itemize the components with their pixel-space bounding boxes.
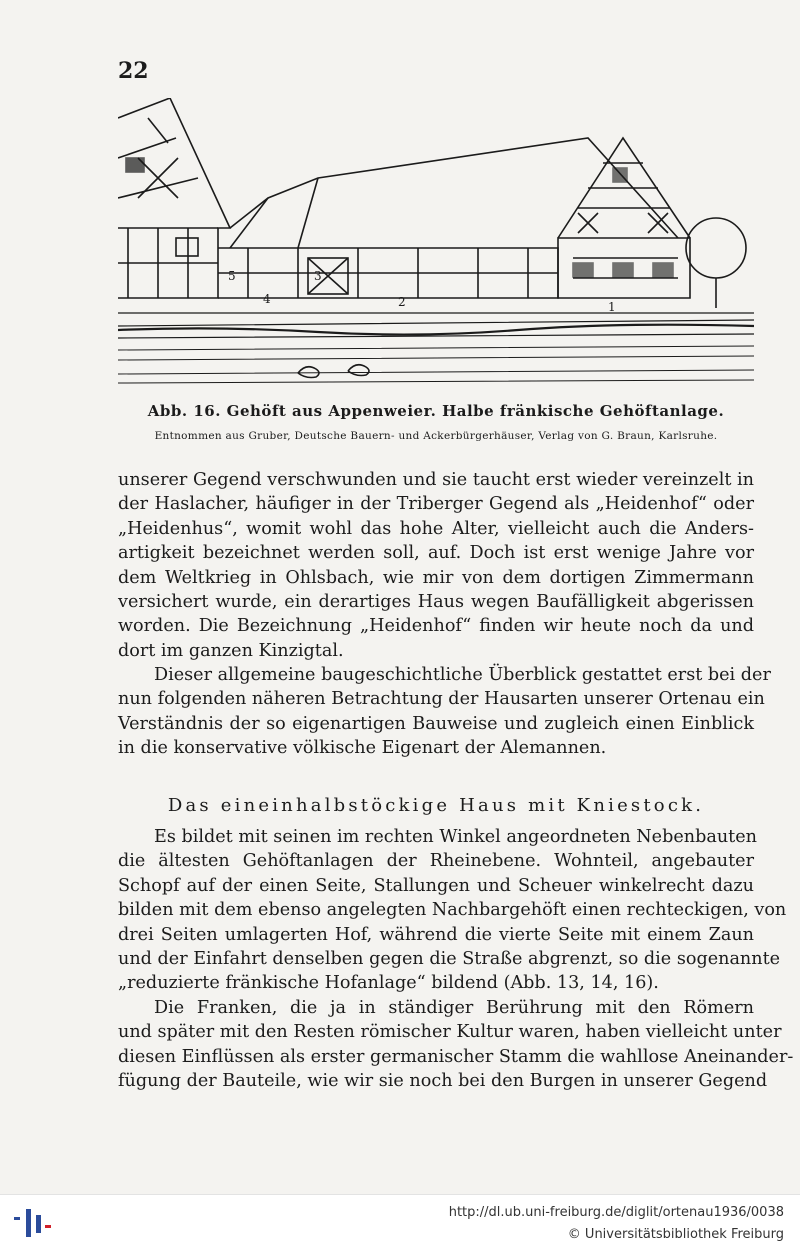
text-line: Verständnis der so eigenartigen Bauweise und zugleich einen Einblick [118,713,754,734]
section-heading: Das eineinhalbstöckige Haus mit Kniestock. [167,795,705,816]
page-number: 22 [118,58,149,84]
text-line: dem Weltkrieg in Ohlsbach, wie mir von dem dortigen Zimmermann [118,567,754,588]
figure-label-4: 4 [263,292,271,306]
text-line: artigkeit bezeichnet werden soll, auf. Doch ist erst wenige Jahre vor [118,543,754,564]
university-library-logo-icon[interactable] [12,1207,52,1239]
text-line: fügung der Bauteile, wie wir sie noch bei den Burgen in unserer Gegend [118,1071,768,1092]
paragraph-4 [118,996,794,1094]
text-line: in die konservative völkische Eigenart der Alemannen. [118,738,607,759]
figure-caption: Abb. 16. Gehöft aus Appenweier. Halbe fränkische Gehöftanlage. [147,402,725,420]
text-line: Dieser allgemeine baugeschichtliche Überblick gestattet erst bei der [154,665,771,685]
text-line: Schopf auf der einen Seite, Stallungen und Scheuer winkelrecht dazu [118,875,754,896]
text-line: Es bildet mit seinen im rechten Winkel angeordneten Nebenbauten [154,827,757,847]
figure-credit: Entnommen aus Gruber, Deutsche Bauern- und Ackerbürgerhäuser, Verlag von G. Braun, Karlsruhe. [154,430,718,442]
paragraph-2 [118,663,771,761]
figure-label-3: 3 [314,269,322,283]
permalink-link[interactable]: http://dl.ub.uni-freiburg.de/diglit/ortenau1936/0038 [448,1205,784,1220]
text-line: dort im ganzen Kinzigtal. [118,640,344,661]
text-line: nun folgenden näheren Betrachtung der Hausarten unserer Ortenau ein [118,689,765,710]
paragraph-3 [118,825,787,996]
text-line: worden. Die Bezeichnung „Heidenhof“ finden wir heute noch da und [118,616,754,637]
text-line: die ältesten Gehöftanlagen der Rheinebene. Wohnteil, angebauter [118,851,754,872]
footer-bar [0,1194,800,1250]
paragraph-1 [118,468,754,663]
text-line: unserer Gegend verschwunden und sie taucht erst wieder vereinzelt in [118,470,754,490]
figure-label-5: 5 [228,269,236,283]
figure-label-2: 2 [398,295,406,309]
text-line: „Heidenhus“, womit wohl das hohe Alter, vielleicht auch die Anders- [118,518,754,539]
text-line: und der Einfahrt denselben gegen die Straße abgrenzt, so die sogenannte [118,948,781,969]
text-line: drei Seiten umlagerten Hof, während die vierte Seite mit einem Zaun [118,924,754,945]
text-line: „reduzierte fränkische Hofanlage“ bildend (Abb. 13, 14, 16). [118,973,659,994]
text-line: und später mit den Resten römischer Kultur waren, haben vielleicht unter [118,1022,782,1043]
text-line: Die Franken, die ja in ständiger Berührung mit den Römern [154,998,754,1018]
copyright-text: © Universitätsbibliothek Freiburg [567,1227,784,1242]
text-line: diesen Einflüssen als erster germanischer Stamm die wahllose Aneinander- [118,1046,794,1067]
text-line: bilden mit dem ebenso angelegten Nachbargehöft einen rechteckigen, von [118,900,787,921]
farmstead-illustration [118,98,754,388]
text-line: versichert wurde, ein derartiges Haus wegen Baufälligkeit abgerissen [118,591,754,612]
figure-label-1: 1 [608,300,616,314]
text-line: der Haslacher, häufiger in der Triberger Gegend als „Heidenhof“ oder [118,494,754,515]
